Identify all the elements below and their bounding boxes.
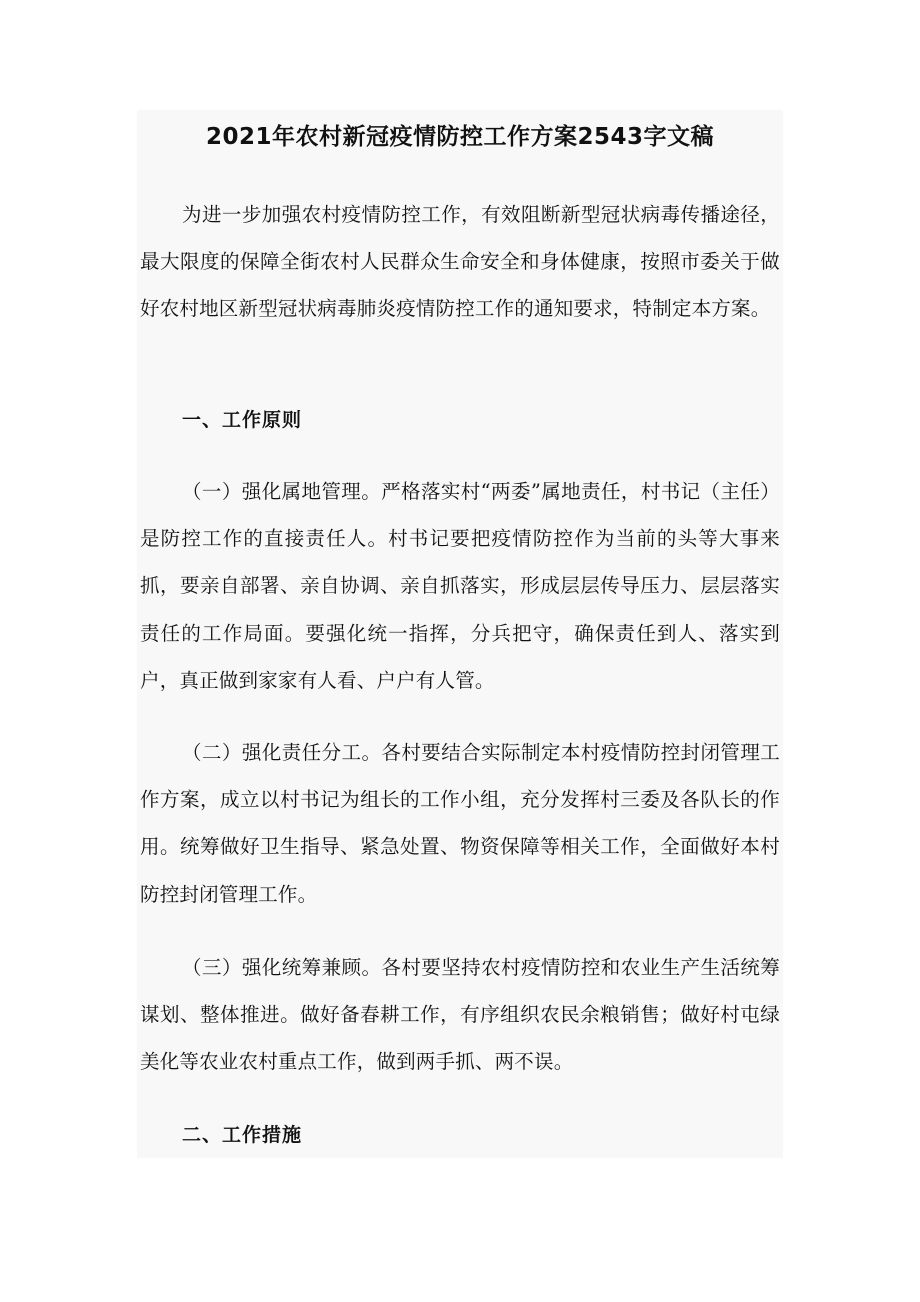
document-title: 2021年农村新冠疫情防控工作方案2543字文稿 xyxy=(205,124,715,150)
section-heading-measures: 二、工作措施 xyxy=(182,1124,303,1146)
principle-item-2: （二）强化责任分工。各村要结合实际制定本村疫情防控封闭管理工作方案，成立以村书记为组长的工作小组，充分发挥村三委及各队长的作用。统筹做好卫生指导、紧急处置、物资保障等相关工作，全面做好本村防控封闭管理工作。 xyxy=(140,741,780,906)
intro-paragraph: 为进一步加强农村疫情防控工作，有效阻断新型冠状病毒传播途径，最大限度的保障全街农村人民群众生命安全和身体健康，按照市委关于做好农村地区新型冠状病毒肺炎疫情防控工作的通知要求，特制定本方案。 xyxy=(140,203,780,321)
principle-item-1: （一）强化属地管理。严格落实村“两委”属地责任，村书记（主任）是防控工作的直接责任人。村书记要把疫情防控作为当前的头等大事来抓，要亲自部署、亲自协调、亲自抓落实，形成层层传导压力、层层落实责任的工作局面。要强化统一指挥，分兵把守，确保责任到人、落实到户，真正做到家家有人看、户户有人管。 xyxy=(140,480,780,692)
document-page xyxy=(137,110,783,1158)
section-heading-principles: 一、工作原则 xyxy=(182,409,303,431)
principle-item-3: （三）强化统筹兼顾。各村要坚持农村疫情防控和农业生产生活统筹谋划、整体推进。做好备春耕工作，有序组织农民余粮销售；做好村屯绿美化等农业农村重点工作，做到两手抓、两不误。 xyxy=(140,956,780,1074)
